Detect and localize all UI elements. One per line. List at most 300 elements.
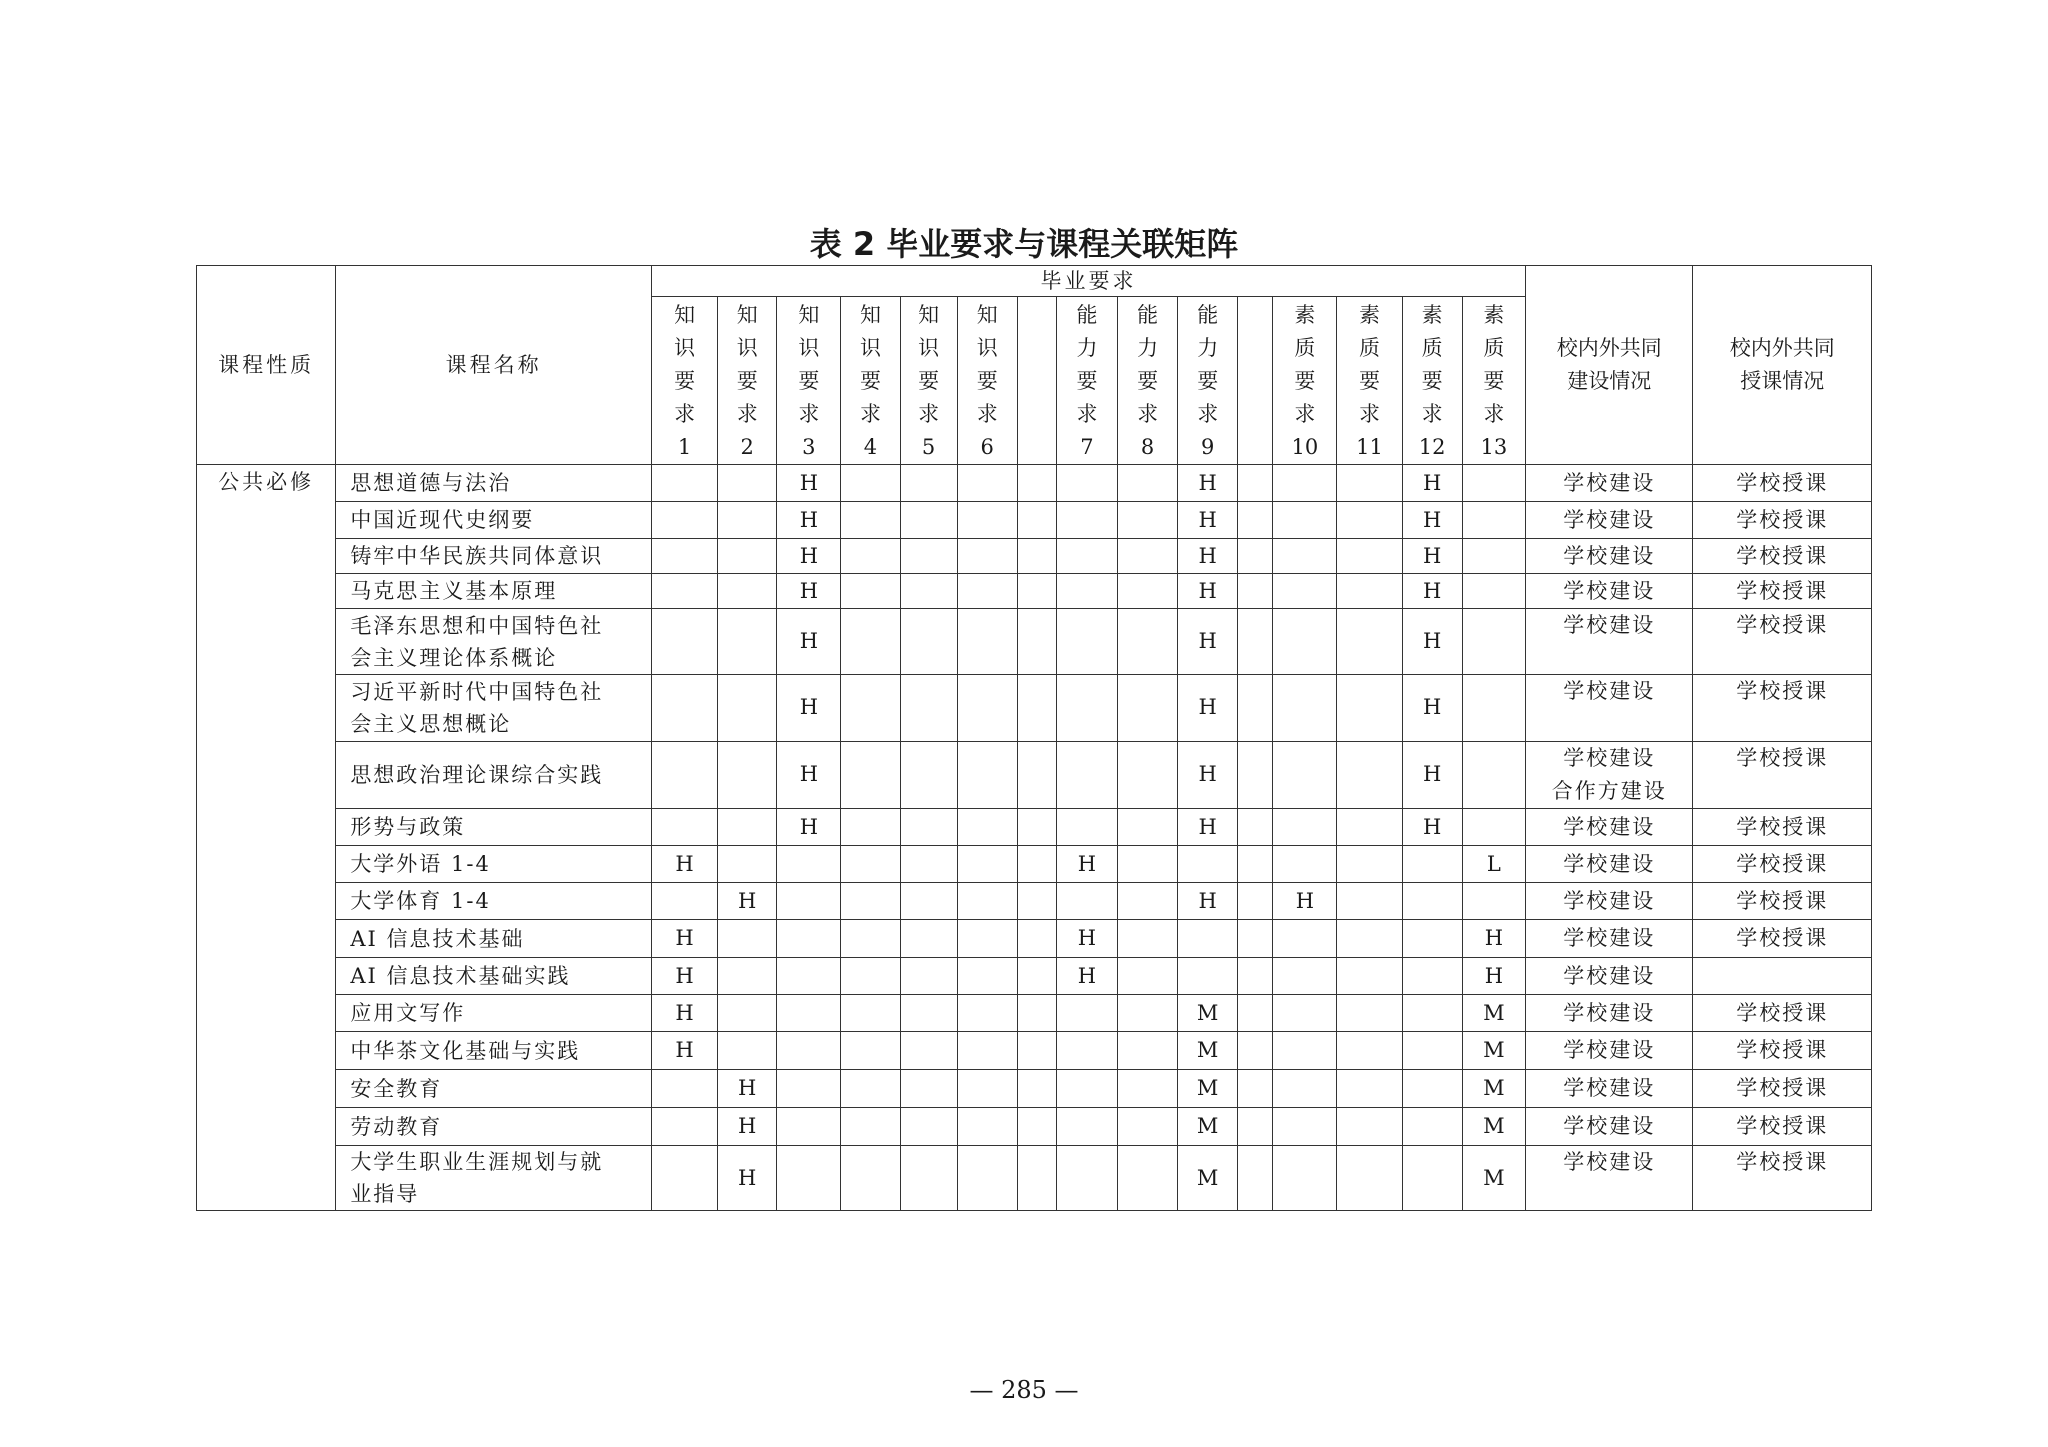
relation-mark — [1017, 502, 1056, 539]
build-status — [1526, 1070, 1693, 1108]
course-category: 公共必修 — [197, 465, 336, 1211]
table-row — [197, 675, 1872, 742]
relation-mark — [1238, 1146, 1273, 1211]
teach-status: 学校授课 — [1693, 539, 1872, 574]
header-row-group — [197, 266, 1872, 297]
relation-mark — [957, 465, 1017, 502]
relation-mark — [1402, 995, 1462, 1032]
relation-mark — [1056, 995, 1117, 1032]
requirement-label-char: 识 — [976, 336, 998, 360]
relation-mark — [1337, 465, 1402, 502]
header-build-line: 建设情况 — [1567, 369, 1652, 393]
relation-mark — [1056, 539, 1117, 574]
relation-mark — [1017, 809, 1056, 846]
relation-mark — [1273, 539, 1337, 574]
relation-mark: H — [777, 502, 841, 539]
relation-mark — [718, 675, 777, 742]
course-name — [336, 1032, 652, 1070]
table-row — [197, 883, 1872, 920]
requirement-label-char: 识 — [674, 336, 696, 360]
relation-mark: M — [1178, 1070, 1238, 1108]
requirement-label-char: 识 — [798, 336, 820, 360]
build-status — [1526, 539, 1693, 574]
relation-mark — [652, 883, 718, 920]
relation-mark — [718, 539, 777, 574]
relation-mark — [652, 1070, 718, 1108]
relation-mark — [1017, 958, 1056, 995]
relation-mark — [900, 1146, 957, 1211]
requirement-label-char: 力 — [1197, 336, 1219, 360]
relation-mark — [1337, 1108, 1402, 1146]
course-name-line: 中国近现代史纲要 — [350, 508, 535, 532]
relation-mark — [1118, 1146, 1178, 1211]
requirement-label-char: 要 — [674, 369, 696, 393]
requirement-label-char: 识 — [859, 336, 881, 360]
relation-mark — [652, 1146, 718, 1211]
relation-mark: H — [1462, 958, 1525, 995]
build-status-line: 学校建设 — [1563, 746, 1656, 770]
relation-mark: H — [718, 1070, 777, 1108]
header-category: 课程性质 — [197, 266, 336, 465]
course-name — [336, 539, 652, 574]
relation-mark — [777, 1108, 841, 1146]
relation-mark — [1238, 1108, 1273, 1146]
course-name — [336, 920, 652, 958]
relation-mark: M — [1462, 1032, 1525, 1070]
header-requirement-13 — [1462, 297, 1525, 465]
header-teach-status — [1693, 266, 1872, 465]
course-name — [336, 1070, 652, 1108]
table-row — [197, 1070, 1872, 1108]
relation-mark — [1056, 742, 1117, 809]
relation-mark — [1017, 675, 1056, 742]
teach-status: 学校授课 — [1693, 883, 1872, 920]
header-requirement-5 — [900, 297, 957, 465]
relation-mark — [718, 502, 777, 539]
teach-status: 学校授课 — [1693, 809, 1872, 846]
requirement-label-char: 要 — [1359, 369, 1381, 393]
table-row — [197, 539, 1872, 574]
build-status-line: 学校建设 — [1563, 1114, 1656, 1138]
teach-status: 学校授课 — [1693, 465, 1872, 502]
relation-mark — [1402, 846, 1462, 883]
course-name-line: AI 信息技术基础实践 — [350, 964, 571, 988]
header-requirement-12 — [1402, 297, 1462, 465]
relation-mark — [1462, 574, 1525, 609]
header-requirement-4 — [841, 297, 900, 465]
relation-mark — [957, 675, 1017, 742]
relation-mark — [1337, 846, 1402, 883]
relation-mark — [1118, 609, 1178, 675]
relation-mark — [777, 1146, 841, 1211]
relation-mark — [777, 958, 841, 995]
teach-status: 学校授课 — [1693, 742, 1872, 809]
relation-mark — [957, 958, 1017, 995]
relation-mark: H — [652, 1032, 718, 1070]
relation-mark — [841, 502, 900, 539]
build-status-line: 学校建设 — [1563, 963, 1656, 988]
requirement-label-char: 要 — [1197, 369, 1219, 393]
relation-mark — [1273, 958, 1337, 995]
build-status — [1526, 958, 1693, 995]
relation-mark — [718, 995, 777, 1032]
relation-mark: H — [777, 742, 841, 809]
requirement-label-char: 知 — [736, 303, 758, 327]
header-build-line: 校内外共同 — [1556, 336, 1662, 360]
relation-mark — [900, 539, 957, 574]
relation-mark — [957, 502, 1017, 539]
relation-mark: H — [718, 1108, 777, 1146]
relation-mark: H — [1402, 502, 1462, 539]
relation-mark — [1118, 465, 1178, 502]
relation-mark — [1056, 1070, 1117, 1108]
header-requirement-9 — [1178, 297, 1238, 465]
build-status-line: 学校建设 — [1563, 814, 1656, 839]
relation-mark — [900, 883, 957, 920]
requirement-number: 11 — [1356, 435, 1383, 459]
build-status-line: 学校建设 — [1563, 679, 1656, 703]
requirement-number: 6 — [980, 435, 994, 459]
relation-mark: H — [1178, 675, 1238, 742]
relation-mark — [1017, 1032, 1056, 1070]
relation-mark — [1462, 675, 1525, 742]
relation-mark — [652, 1108, 718, 1146]
relation-mark — [900, 995, 957, 1032]
relation-mark — [841, 675, 900, 742]
header-teach-line: 校内外共同 — [1729, 336, 1835, 360]
relation-mark — [1118, 742, 1178, 809]
relation-mark — [957, 883, 1017, 920]
relation-mark — [1462, 742, 1525, 809]
requirements-course-matrix — [196, 265, 1872, 1211]
relation-mark — [900, 502, 957, 539]
relation-mark — [1273, 1032, 1337, 1070]
relation-mark — [957, 846, 1017, 883]
requirement-number: 10 — [1291, 435, 1319, 459]
relation-mark — [900, 465, 957, 502]
relation-mark — [1178, 920, 1238, 958]
relation-mark — [1402, 920, 1462, 958]
relation-mark — [900, 742, 957, 809]
relation-mark: H — [1056, 958, 1117, 995]
relation-mark — [1017, 574, 1056, 609]
relation-mark — [652, 539, 718, 574]
teach-status: 学校授课 — [1693, 846, 1872, 883]
requirement-label-char: 能 — [1076, 303, 1098, 327]
relation-mark — [1017, 609, 1056, 675]
course-name — [336, 958, 652, 995]
relation-mark — [1337, 742, 1402, 809]
relation-mark — [841, 1108, 900, 1146]
relation-mark — [1238, 609, 1273, 675]
course-name-line: 思想政治理论课综合实践 — [350, 763, 604, 787]
relation-mark — [652, 675, 718, 742]
relation-mark — [1118, 539, 1178, 574]
relation-mark — [1238, 675, 1273, 742]
relation-mark — [841, 574, 900, 609]
build-status-line: 学校建设 — [1563, 926, 1656, 950]
requirement-number: 4 — [863, 435, 878, 459]
table-row — [197, 809, 1872, 846]
build-status-line: 合作方建设 — [1551, 779, 1667, 803]
relation-mark — [1402, 1146, 1462, 1211]
relation-mark — [1238, 883, 1273, 920]
relation-mark — [900, 1108, 957, 1146]
relation-mark — [777, 1070, 841, 1108]
relation-mark — [841, 846, 900, 883]
requirement-label-char: 求 — [1294, 402, 1316, 426]
relation-mark — [1402, 1070, 1462, 1108]
relation-mark — [900, 958, 957, 995]
relation-mark — [1273, 1070, 1337, 1108]
requirement-label-char: 要 — [1137, 369, 1159, 393]
course-name — [336, 675, 652, 742]
relation-mark — [777, 920, 841, 958]
course-name-line: 形势与政策 — [350, 815, 466, 839]
relation-mark: H — [718, 1146, 777, 1211]
requirement-label-char: 求 — [1483, 402, 1505, 426]
relation-mark: H — [1178, 465, 1238, 502]
relation-mark — [1273, 1146, 1337, 1211]
relation-mark — [957, 995, 1017, 1032]
course-name-line: AI 信息技术基础 — [350, 926, 525, 951]
teach-status: 学校授课 — [1693, 609, 1872, 675]
relation-mark — [1017, 920, 1056, 958]
relation-mark — [1238, 846, 1273, 883]
requirement-number: 12 — [1418, 435, 1446, 459]
header-requirement-3 — [777, 297, 841, 465]
relation-mark — [1118, 574, 1178, 609]
requirement-label-char: 质 — [1359, 336, 1381, 360]
relation-mark — [1273, 1108, 1337, 1146]
relation-mark — [1017, 465, 1056, 502]
requirement-label-char: 求 — [1137, 402, 1159, 426]
build-status — [1526, 920, 1693, 958]
relation-mark — [841, 1032, 900, 1070]
relation-mark: H — [1402, 742, 1462, 809]
requirement-number: 1 — [677, 435, 692, 459]
requirement-label-char: 要 — [918, 369, 940, 393]
relation-mark — [1017, 1108, 1056, 1146]
requirement-label-char: 要 — [859, 369, 881, 393]
relation-mark: M — [1178, 1146, 1238, 1211]
relation-mark — [1056, 809, 1117, 846]
build-status — [1526, 609, 1693, 675]
build-status-line: 学校建设 — [1563, 1150, 1656, 1174]
requirement-number: 7 — [1080, 435, 1094, 459]
requirement-label-char: 能 — [1197, 303, 1219, 327]
requirement-label-char: 要 — [1483, 369, 1505, 393]
build-status-line: 学校建设 — [1563, 888, 1656, 913]
relation-mark — [1238, 1070, 1273, 1108]
build-status — [1526, 465, 1693, 502]
relation-mark — [1337, 883, 1402, 920]
relation-mark — [1118, 995, 1178, 1032]
build-status — [1526, 742, 1693, 809]
table-title: 表 2 毕业要求与课程关联矩阵 — [809, 225, 1239, 263]
relation-mark — [841, 539, 900, 574]
relation-mark — [1017, 883, 1056, 920]
build-status — [1526, 502, 1693, 539]
table-row — [197, 1108, 1872, 1146]
relation-mark: M — [1462, 1108, 1525, 1146]
course-name-line: 大学体育 1-4 — [350, 889, 491, 913]
relation-mark — [652, 574, 718, 609]
table-row — [197, 574, 1872, 609]
relation-mark — [1238, 539, 1273, 574]
relation-mark — [652, 465, 718, 502]
relation-mark — [777, 883, 841, 920]
teach-status: 学校授课 — [1693, 1032, 1872, 1070]
relation-mark — [1238, 502, 1273, 539]
relation-mark: H — [1178, 539, 1238, 574]
relation-mark: H — [718, 883, 777, 920]
relation-mark — [1017, 1146, 1056, 1211]
relation-mark: H — [1462, 920, 1525, 958]
build-status-line: 学校建设 — [1563, 851, 1656, 876]
course-name-line: 安全教育 — [350, 1076, 443, 1101]
relation-mark — [652, 502, 718, 539]
relation-mark — [841, 609, 900, 675]
header-requirement-blank-6 — [1017, 297, 1056, 465]
relation-mark: H — [652, 920, 718, 958]
relation-mark: H — [1056, 846, 1117, 883]
requirement-label-char: 质 — [1421, 336, 1443, 360]
relation-mark — [1056, 574, 1117, 609]
requirement-label-char: 知 — [976, 303, 998, 327]
relation-mark — [1118, 920, 1178, 958]
relation-mark: H — [1402, 809, 1462, 846]
course-name — [336, 742, 652, 809]
requirement-label-char: 识 — [918, 336, 940, 360]
relation-mark: M — [1178, 995, 1238, 1032]
requirement-label-char: 知 — [859, 303, 881, 327]
relation-mark — [957, 1070, 1017, 1108]
relation-mark — [841, 742, 900, 809]
table-row — [197, 920, 1872, 958]
relation-mark — [1056, 609, 1117, 675]
requirement-number: 9 — [1201, 435, 1215, 459]
relation-mark — [900, 574, 957, 609]
requirement-label-char: 求 — [736, 402, 758, 426]
teach-status: 学校授课 — [1693, 1146, 1872, 1211]
relation-mark — [1273, 609, 1337, 675]
requirement-label-char: 求 — [976, 402, 998, 426]
teach-status: 学校授课 — [1693, 675, 1872, 742]
relation-mark: H — [1178, 809, 1238, 846]
relation-mark — [1178, 958, 1238, 995]
relation-mark: H — [652, 958, 718, 995]
relation-mark — [1273, 574, 1337, 609]
relation-mark — [1273, 995, 1337, 1032]
build-status — [1526, 1146, 1693, 1211]
relation-mark — [1462, 883, 1525, 920]
relation-mark — [1118, 809, 1178, 846]
requirement-label-char: 知 — [674, 303, 696, 327]
header-requirements-group: 毕业要求 — [652, 266, 1526, 297]
course-name-line: 铸牢中华民族共同体意识 — [350, 544, 604, 568]
relation-mark — [841, 995, 900, 1032]
requirement-label-char: 能 — [1137, 303, 1159, 327]
relation-mark: M — [1178, 1108, 1238, 1146]
relation-mark — [1056, 502, 1117, 539]
build-status-line: 学校建设 — [1563, 507, 1656, 532]
relation-mark — [1238, 1032, 1273, 1070]
table-row — [197, 995, 1872, 1032]
relation-mark — [1402, 958, 1462, 995]
teach-status — [1693, 958, 1872, 995]
relation-mark — [1118, 883, 1178, 920]
relation-mark: H — [1273, 883, 1337, 920]
relation-mark: M — [1462, 995, 1525, 1032]
table-row — [197, 1146, 1872, 1211]
requirement-number: 13 — [1480, 435, 1508, 459]
relation-mark: H — [777, 574, 841, 609]
requirement-label-char: 要 — [798, 369, 820, 393]
requirement-number: 3 — [802, 435, 816, 459]
requirement-label-char: 质 — [1483, 336, 1505, 360]
build-status-line: 学校建设 — [1563, 1000, 1656, 1025]
relation-mark — [900, 1032, 957, 1070]
header-course-name: 课程名称 — [336, 266, 652, 465]
build-status — [1526, 846, 1693, 883]
relation-mark — [957, 809, 1017, 846]
requirement-label-char: 素 — [1483, 303, 1505, 327]
table-row — [197, 465, 1872, 502]
relation-mark — [841, 1146, 900, 1211]
requirement-label-char: 质 — [1294, 336, 1316, 360]
teach-status: 学校授课 — [1693, 995, 1872, 1032]
relation-mark: H — [1402, 574, 1462, 609]
course-name-line: 会主义思想概论 — [350, 712, 512, 736]
relation-mark — [900, 1070, 957, 1108]
requirement-number: 2 — [740, 435, 754, 459]
requirement-label-char: 素 — [1294, 303, 1316, 327]
build-status-line: 学校建设 — [1563, 470, 1656, 495]
course-name — [336, 846, 652, 883]
course-name — [336, 995, 652, 1032]
course-name-line: 马克思主义基本原理 — [350, 579, 558, 603]
table-row — [197, 846, 1872, 883]
relation-mark — [900, 809, 957, 846]
relation-mark — [1337, 675, 1402, 742]
relation-mark — [1118, 1032, 1178, 1070]
relation-mark — [718, 574, 777, 609]
relation-mark — [1273, 920, 1337, 958]
relation-mark — [1402, 1032, 1462, 1070]
relation-mark: H — [1178, 609, 1238, 675]
teach-status: 学校授课 — [1693, 1108, 1872, 1146]
requirement-label-char: 要 — [1294, 369, 1316, 393]
relation-mark — [1402, 883, 1462, 920]
relation-mark — [1056, 465, 1117, 502]
requirement-label-char: 要 — [736, 369, 758, 393]
table-row — [197, 1032, 1872, 1070]
requirement-label-char: 素 — [1421, 303, 1443, 327]
course-name — [336, 609, 652, 675]
relation-mark — [652, 742, 718, 809]
relation-mark — [1056, 883, 1117, 920]
relation-mark: H — [1178, 502, 1238, 539]
teach-status: 学校授课 — [1693, 920, 1872, 958]
relation-mark — [718, 609, 777, 675]
relation-mark: M — [1462, 1070, 1525, 1108]
relation-mark — [777, 995, 841, 1032]
build-status-line: 学校建设 — [1563, 613, 1656, 637]
relation-mark: H — [1402, 675, 1462, 742]
teach-status: 学校授课 — [1693, 1070, 1872, 1108]
relation-mark — [1238, 958, 1273, 995]
